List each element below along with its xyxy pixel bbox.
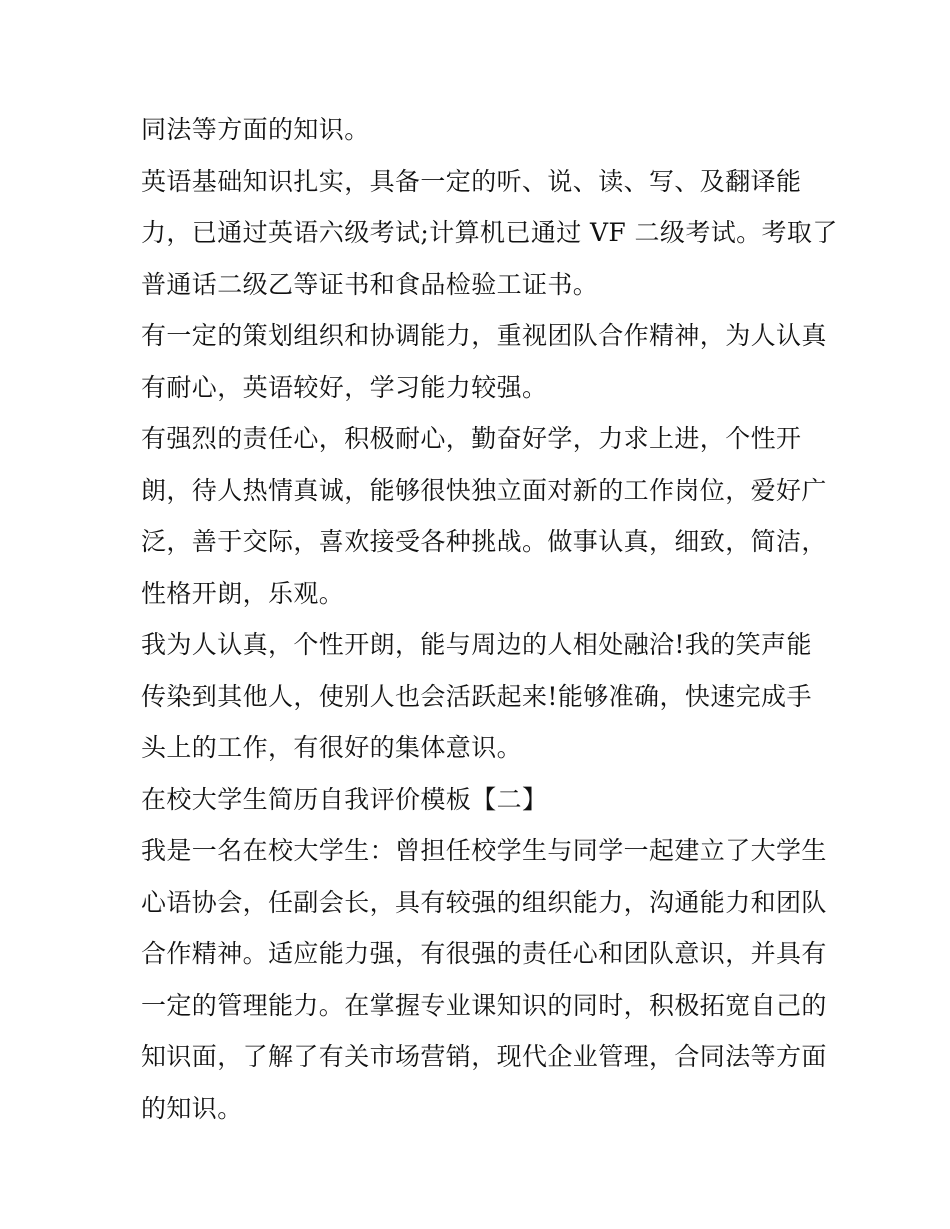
text-line-17: 合作精神。适应能力强，有很强的责任心和团队意识，并具有 [141,939,827,968]
section-heading: 在校大学生简历自我评价模板【二】 [141,784,548,814]
text-line-7: 有强烈的责任心，积极耐心，勤奋好学，力求上进，个性开 [141,424,802,453]
text-line-20: 的知识。 [141,1093,243,1123]
text-line-2: 英语基础知识扎实，具备一定的听、说、读、写、及翻译能 [141,166,802,196]
text-line-9: 泛，善于交际，喜欢接受各种挑战。做事认真，细致，简洁， [141,527,827,556]
text-line-13: 头上的工作，有很好的集体意识。 [141,733,523,762]
text-line-6: 有耐心，英语较好，学习能力较强。 [141,372,548,402]
text-line-10: 性格开朗，乐观。 [141,578,345,608]
text-line-3: 力，已通过英语六级考试;计算机已通过 VF 二级考试。考取了 [141,218,838,247]
text-line-18: 一定的管理能力。在掌握专业课知识的同时，积极拓宽自己的 [141,990,827,1020]
document-body [141,104,838,1134]
text-line-5: 有一定的策划组织和协调能力，重视团队合作精神，为人认真 [141,321,827,350]
text-line-19: 知识面，了解了有关市场营销，现代企业管理，合同法等方面 [141,1042,827,1071]
text-line-15: 我是一名在校大学生：曾担任校学生与同学一起建立了大学生 [141,836,827,865]
text-line-1: 同法等方面的知识。 [141,115,370,144]
text-line-16: 心语协会，任副会长，具有较强的组织能力，沟通能力和团队 [141,887,827,917]
text-line-11: 我为人认真，个性开朗，能与周边的人相处融洽!我的笑声能 [141,630,812,659]
text-line-8: 朗，待人热情真诚，能够很快独立面对新的工作岗位，爱好广 [141,475,827,505]
text-line-12: 传染到其他人，使别人也会活跃起来!能够准确，快速完成手 [141,681,812,711]
text-line-4: 普通话二级乙等证书和食品检验工证书。 [141,269,599,299]
